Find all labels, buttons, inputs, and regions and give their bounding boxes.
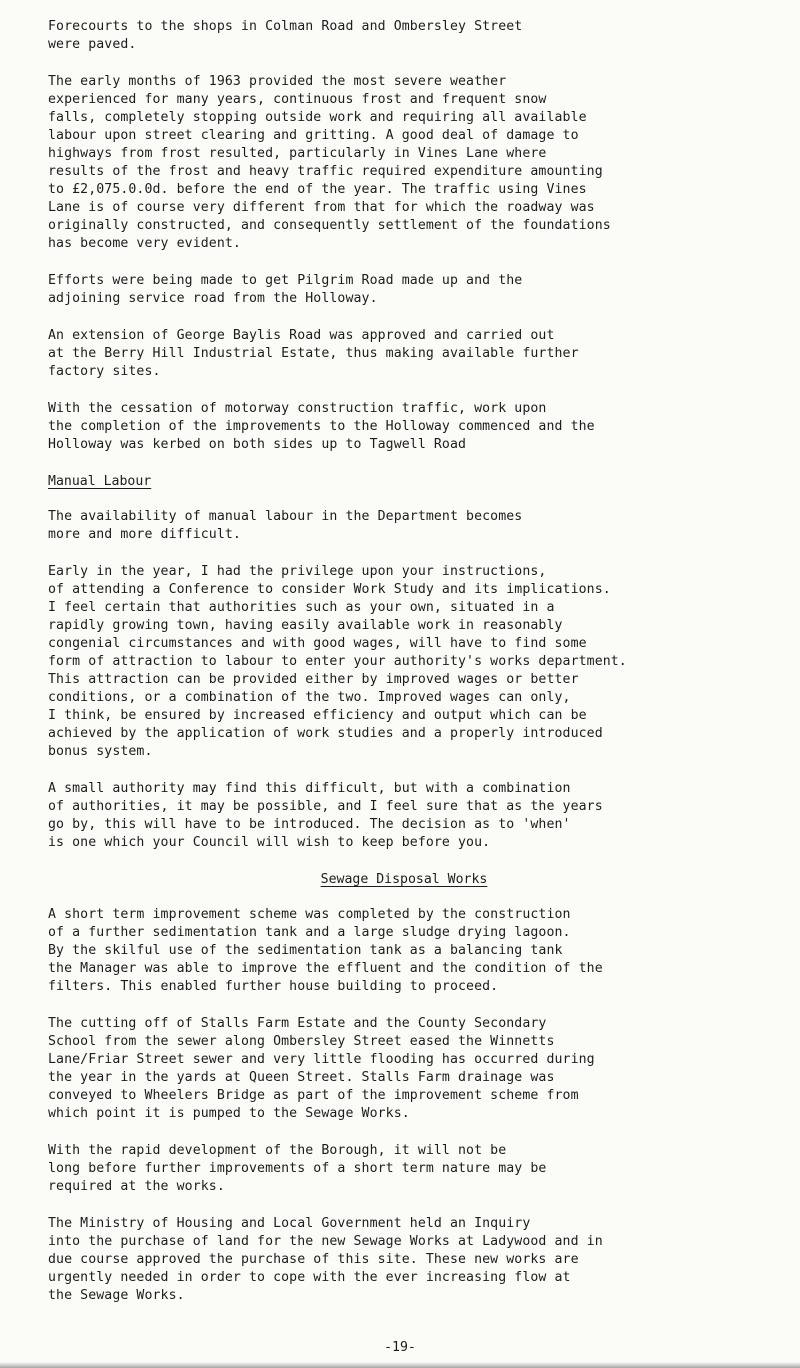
page-number: -19- (384, 1340, 416, 1355)
paragraph-sedimentation-tank: A short term improvement scheme was completed by the construction of a further sedimentation tank and a large sludge drying lagoon. By the skilful use of the sedimentation tank as a balancing tank the Manager was able to improve the effluent and the condition of the filters. This enabled further house building to proceed. (48, 907, 603, 994)
paragraph-stalls-farm: The cutting off of Stalls Farm Estate and the County Secondary School from the sewer along Ombersley Street eased the Winnetts Lane/Friar Street sewer and very little flooding has occurred during the year in the yards at Queen Street. Stalls Farm drainage was conveyed to Wheelers Bridge as part of the improvement scheme from which point it is pumped to the Sewage Works. (48, 1016, 595, 1121)
paragraph-work-study-conference: Early in the year, I had the privilege upon your instructions, of attending a Conference to consider Work Study and its implications. I feel certain that authorities such as your own, situated in a rapidly growing town, having easily available work in reasonably congenial circumstances and with good wages, will have to find some form of attraction to labour to enter your authority's works department. This attraction can be provided either by improved wages or better conditions, or a combination of the two. Improved wages can only, I think, be ensured by increased efficiency and output which can be achieved by the application of work studies and a properly introduced bonus system. (48, 564, 627, 759)
paragraph-holloway: With the cessation of motorway construction traffic, work upon the completion of the improvements to the Holloway commenced and the Holloway was kerbed on both sides up to Tagwell Road (48, 401, 595, 452)
paragraph-george-baylis-road: An extension of George Baylis Road was approved and carried out at the Berry Hill Industrial Estate, thus making available further factory sites. (48, 328, 579, 379)
document-page (48, 18, 760, 1324)
paragraph-small-authority: A small authority may find this difficult, but with a combination of authorities, it may be possible, and I feel sure that as the years go by, this will have to be introduced. The decision as to 'when' is one which your Council will wish to keep before you. (48, 781, 603, 850)
paragraph-pilgrim-road: Efforts were being made to get Pilgrim Road made up and the adjoining service road from the Holloway. (48, 273, 523, 306)
paragraph-severe-weather: The early months of 1963 provided the most severe weather experienced for many years, continuous frost and frequent snow falls, completely stopping outside work and requiring all available labour upon street clearing and gritting. A good deal of damage to highways from frost resulted, particularly in Vines Lane where results of the frost and heavy traffic required expenditure amounting to £2,075.0.0d. before the end of the year. The traffic using Vines Lane is of course very different from that for which the roadway was originally constructed, and consequently settlement of the foundations has become very evident. (48, 74, 611, 251)
section-heading-manual-labour: Manual Labour (48, 474, 152, 489)
scan-bottom-edge (0, 1362, 800, 1368)
section-heading-sewage-disposal: Sewage Disposal Works (320, 872, 488, 887)
paragraph-borough-development: With the rapid development of the Borough, it will not be long before further improvements of a short term nature may be required at the works. (48, 1143, 547, 1194)
paragraph-ministry-inquiry: The Ministry of Housing and Local Government held an Inquiry into the purchase of land for the new Sewage Works at Ladywood and in due course approved the purchase of this site. These new works are urgently needed in order to cope with the ever increasing flow at the Sewage Works. (48, 1216, 603, 1303)
paragraph-labour-availability: The availability of manual labour in the Department becomes more and more difficult. (48, 509, 523, 542)
paragraph-forecourts: Forecourts to the shops in Colman Road and Ombersley Street were paved. (48, 19, 523, 52)
